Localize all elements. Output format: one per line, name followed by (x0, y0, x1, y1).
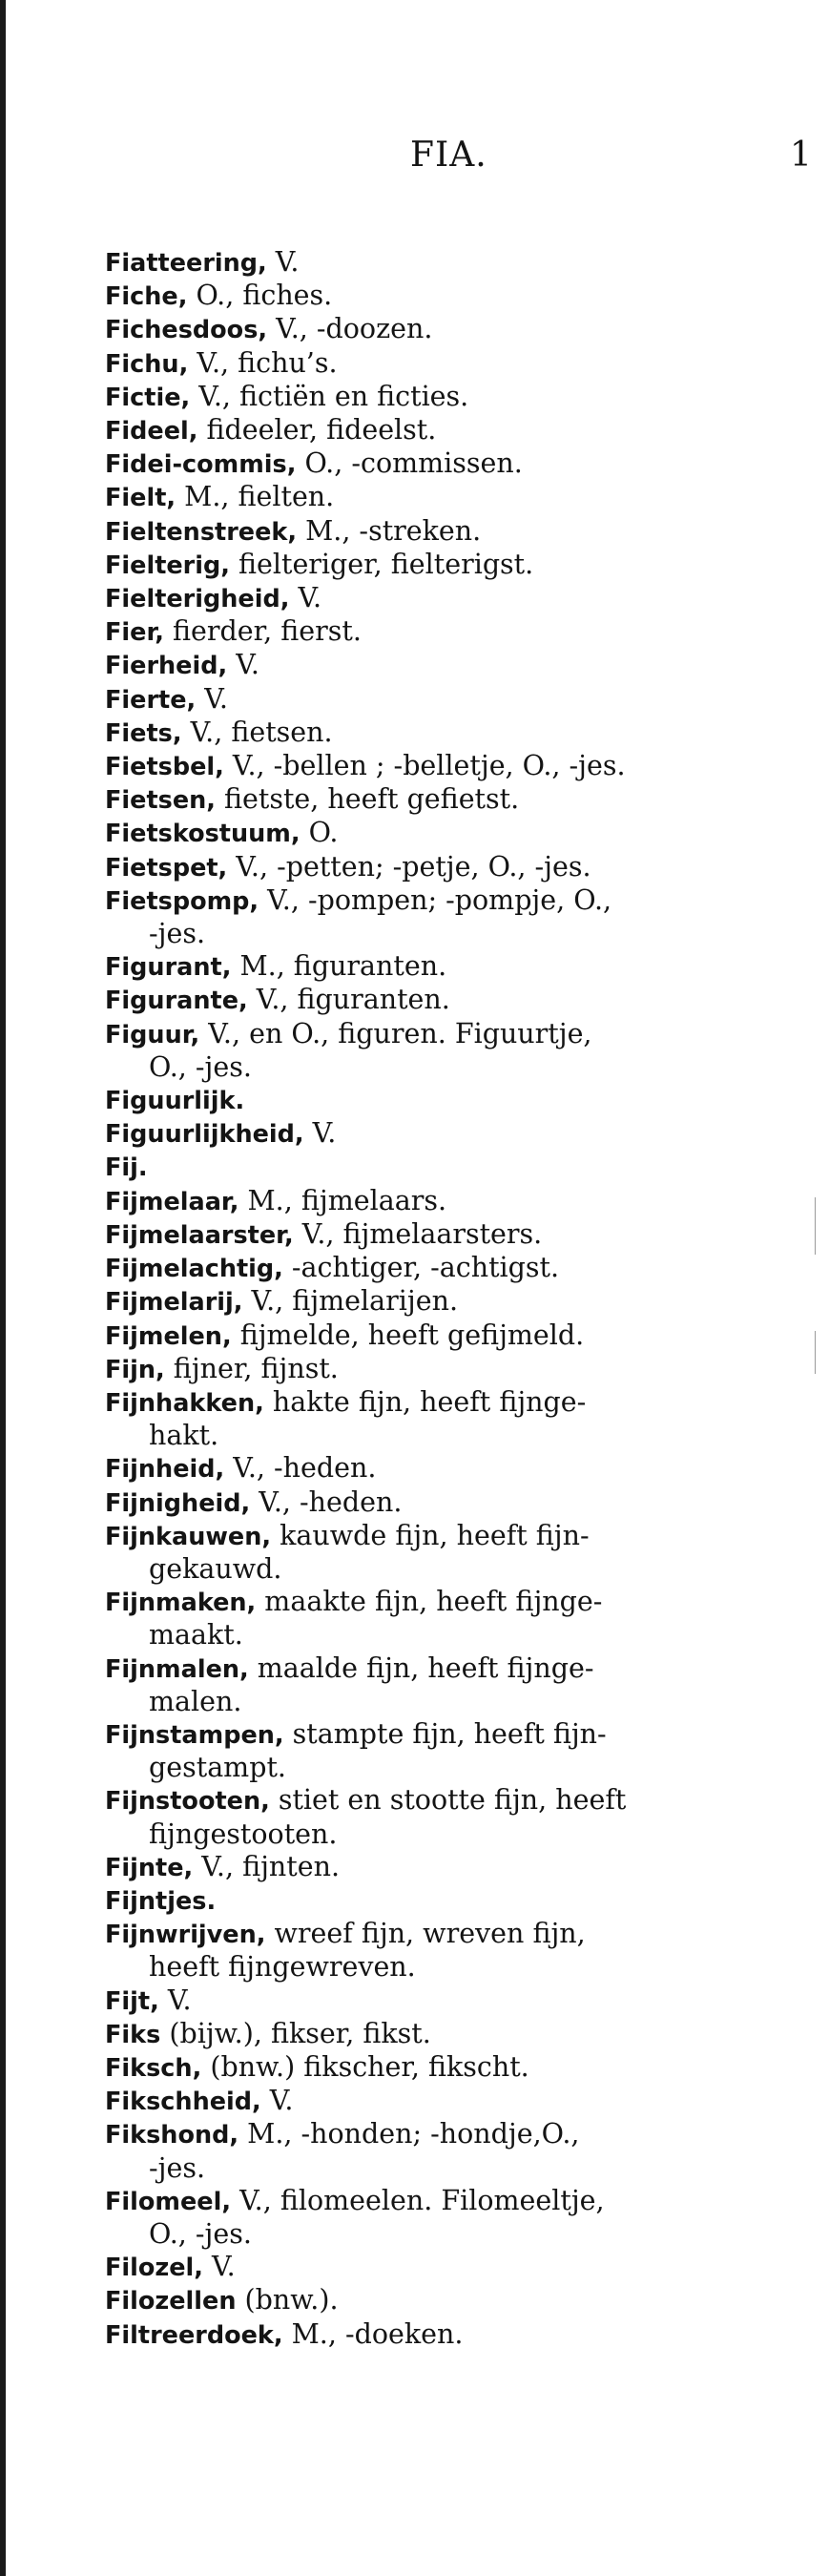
entry-headword: Filozellen (105, 2287, 237, 2316)
entry-definition: V. (303, 1117, 337, 1150)
dictionary-entry (105, 2085, 792, 2118)
entry-definition: V., -heden. (224, 1452, 377, 1485)
entry-definition: maakte fijn, heeft fijnge- (256, 1586, 603, 1618)
entry-definition: V., filomeelen. Filomeeltje, (231, 2184, 605, 2216)
entry-definition: V., fijmelarijen. (242, 1285, 459, 1318)
dictionary-entry (105, 1018, 792, 1084)
entry-definition: stiet en stootte fijn, heeft (269, 1784, 627, 1817)
entry-definition: V., -doozen. (267, 313, 433, 345)
entry-definition: fierder, fierst. (163, 615, 362, 648)
entry-headword: Fijnstooten, (105, 1787, 270, 1817)
dictionary-entry (105, 750, 792, 783)
entry-definition: M., -honden; -hondje,O., (238, 2118, 580, 2150)
entry-continuation: malen. (149, 1685, 242, 1717)
dictionary-entry (105, 817, 792, 850)
entry-definition: maalde fijn, heeft fijnge- (248, 1652, 594, 1684)
entry-definition: O., fiches. (187, 280, 333, 312)
dictionary-entry (105, 950, 792, 984)
entry-definition: V., en O., figuren. Figuurtje, (199, 1017, 592, 1049)
entry-definition: fijmelde, heeft gefijmeld. (231, 1319, 585, 1351)
entry-headword: Fijmelachtig, (105, 1255, 283, 1284)
dictionary-entry (105, 1486, 792, 1520)
entry-headword: Fietsen, (105, 786, 216, 816)
entry-definition: V. (202, 2251, 236, 2283)
entry-headword: Fierheid, (105, 652, 228, 681)
dictionary-entry (105, 1718, 792, 1784)
entry-definition: hakte fijn, heeft fijnge- (263, 1385, 587, 1418)
dictionary-entry (105, 313, 792, 346)
entry-headword: Fijntjes. (105, 1886, 217, 1916)
dictionary-entry (105, 549, 792, 582)
entry-definition: V. (260, 2085, 294, 2117)
entry-continuation: -jes. (149, 918, 206, 950)
entry-definition: M., -streken. (297, 514, 482, 547)
entry-headword: Figurante, (105, 987, 248, 1016)
entry-headword: Fichu, (105, 349, 189, 379)
entry-headword: Fierte, (105, 685, 197, 715)
entry-definition: V., -heden. (250, 1485, 403, 1518)
entry-headword: Fiks (105, 2020, 161, 2049)
entry-definition: V., fictiën en ficties. (190, 380, 469, 412)
entry-headword: Fikschheid, (105, 2088, 261, 2117)
dictionary-entry (105, 2051, 792, 2085)
entry-continuation: O., -jes. (149, 1050, 252, 1083)
dictionary-entry (105, 2284, 792, 2317)
entry-definition: kauwde fijn, heeft fijn- (271, 1519, 590, 1551)
dictionary-entries (105, 246, 792, 2352)
entry-headword: Fietspomp, (105, 886, 259, 916)
entry-definition: V. (196, 682, 228, 715)
entry-headword: Fiets, (105, 718, 182, 748)
dictionary-entry (105, 851, 792, 884)
dictionary-entry (105, 481, 792, 514)
page-number: 1 (790, 135, 812, 175)
entry-headword: Fikshond, (105, 2121, 239, 2150)
entry-headword: Fietspet, (105, 853, 228, 883)
dictionary-entry (105, 2018, 792, 2051)
entry-definition: V., figuranten. (247, 984, 450, 1016)
entry-headword: Fieltenstreek, (105, 517, 298, 547)
dictionary-entry (105, 1884, 792, 1918)
entry-definition: M., fielten. (176, 481, 335, 513)
dictionary-entry (105, 582, 792, 615)
entry-definition: V. (158, 1984, 192, 2016)
entry-definition: wreef fijn, wreven fijn, (265, 1918, 586, 1950)
dictionary-entry (105, 447, 792, 481)
entry-definition: (bijw.), fikser, fikst. (160, 2017, 431, 2049)
dictionary-entry (105, 381, 792, 414)
entry-definition: V., fichu’s. (188, 346, 338, 379)
entry-definition: V. (289, 582, 322, 614)
entry-headword: Fichesdoos, (105, 316, 268, 345)
dictionary-entry (105, 515, 792, 549)
entry-definition: V. (227, 649, 259, 681)
dictionary-entry (105, 649, 792, 682)
entry-continuation: hakt. (149, 1420, 219, 1452)
dictionary-entry (105, 1084, 792, 1117)
entry-headword: Figuurlijk. (105, 1087, 245, 1116)
entry-headword: Fietskostuum, (105, 820, 301, 849)
entry-definition: V., fijmelaarsters. (293, 1217, 543, 1250)
entry-definition: O. (300, 817, 339, 849)
entry-definition: V. (266, 246, 300, 278)
entry-headword: Fijt, (105, 1986, 159, 2016)
entry-headword: Fiche, (105, 282, 188, 312)
entry-headword: Figuur, (105, 1020, 200, 1049)
entry-headword: Fielterig, (105, 551, 230, 580)
dictionary-entry (105, 1520, 792, 1586)
entry-definition: fijner, fijnst. (164, 1352, 339, 1384)
right-margin-mark (815, 1331, 816, 1374)
entry-headword: Fijmelen, (105, 1321, 232, 1351)
entry-headword: Fijnte, (105, 1853, 194, 1882)
dictionary-entry (105, 1319, 792, 1353)
dictionary-entry (105, 1452, 792, 1485)
entry-headword: Fijn, (105, 1355, 165, 1384)
entry-definition: stampte fijn, heeft fijn- (283, 1717, 607, 1750)
dictionary-entry (105, 1784, 792, 1850)
entry-headword: Fijnheid, (105, 1455, 225, 1485)
entry-headword: Fijnkauwen, (105, 1522, 272, 1551)
entry-definition: V., -pompen; -pompje, O., (259, 883, 612, 916)
entry-headword: Fijnstampen, (105, 1720, 284, 1750)
dictionary-entry (105, 984, 792, 1017)
entry-definition: fideeler, fideelst. (197, 414, 437, 447)
entry-definition: V., fijnten. (193, 1850, 341, 1882)
entry-continuation: -jes. (149, 2151, 206, 2184)
dictionary-entry (105, 1984, 792, 2018)
dictionary-entry (105, 347, 792, 381)
dictionary-entry (105, 1652, 792, 1718)
dictionary-entry (105, 615, 792, 649)
entry-definition: V., -bellen ; -belletje, O., -jes. (223, 750, 626, 782)
dictionary-entry (105, 1386, 792, 1452)
entry-headword: Fijnmalen, (105, 1654, 249, 1684)
entry-headword: Fielterigheid, (105, 585, 290, 614)
entry-definition: V., fietsen. (181, 716, 333, 748)
entry-definition: O., -commissen. (296, 447, 523, 480)
entry-headword: Fijmelarij, (105, 1288, 243, 1318)
entry-definition: M., fijmelaars. (238, 1184, 447, 1216)
entry-definition: V., -petten; -petje, O., -jes. (227, 850, 591, 883)
entry-continuation: heeft fijngewreven. (149, 1951, 416, 1984)
entry-continuation: gestampt. (149, 1752, 286, 1784)
entry-headword: Filozel, (105, 2254, 203, 2283)
dictionary-entry (105, 1218, 792, 1252)
dictionary-entry (105, 1252, 792, 1285)
entry-definition: M., figuranten. (231, 950, 447, 983)
entry-headword: Fier, (105, 618, 164, 648)
running-head: FIA. (410, 135, 487, 175)
dictionary-entry (105, 884, 792, 950)
entry-headword: Fidei-commis, (105, 450, 297, 480)
entry-definition: fielteriger, fielterigst. (229, 548, 534, 580)
dictionary-entry (105, 246, 792, 280)
entry-headword: Fijnwrijven, (105, 1921, 266, 1950)
entry-continuation: O., -jes. (149, 2217, 252, 2250)
entry-headword: Fiksch, (105, 2053, 202, 2083)
entry-headword: Fietsbel, (105, 753, 224, 782)
entry-definition: (bnw.). (236, 2284, 339, 2316)
dictionary-entry (105, 1353, 792, 1386)
dictionary-entry (105, 1586, 792, 1652)
entry-headword: Fijnhakken, (105, 1388, 264, 1418)
entry-headword: Figuurlijkheid, (105, 1120, 304, 1150)
dictionary-entry (105, 2185, 792, 2251)
dictionary-entry (105, 1851, 792, 1884)
entry-headword: Fictie, (105, 383, 191, 412)
entry-headword: Filomeel, (105, 2187, 232, 2216)
entry-definition: (bnw.) fikscher, fikscht. (201, 2050, 529, 2083)
dictionary-entry (105, 783, 792, 817)
entry-headword: Fideel, (105, 417, 198, 447)
entry-headword: Fielt, (105, 484, 176, 513)
dictionary-entry (105, 1918, 792, 1984)
dictionary-entry (105, 1185, 792, 1218)
dictionary-entry (105, 1285, 792, 1319)
entry-continuation: fijngestooten. (149, 1818, 338, 1850)
entry-headword: Figurant, (105, 953, 232, 983)
entry-definition: M., -doeken. (282, 2317, 464, 2350)
entry-headword: Fijmelaarster, (105, 1220, 294, 1250)
dictionary-entry (105, 717, 792, 750)
dictionary-entry (105, 2118, 792, 2184)
entry-definition: fietste, heeft gefietst. (215, 783, 520, 816)
dictionary-entry (105, 2318, 792, 2352)
entry-headword: Filtreerdoek, (105, 2320, 283, 2350)
dictionary-entry (105, 2251, 792, 2284)
entry-headword: Fiatteering, (105, 249, 267, 278)
dictionary-entry (105, 1151, 792, 1184)
entry-headword: Fijnigheid, (105, 1488, 251, 1518)
entry-headword: Fij. (105, 1153, 148, 1183)
dictionary-entry (105, 414, 792, 447)
dictionary-entry (105, 683, 792, 717)
entry-headword: Fijmelaar, (105, 1187, 239, 1216)
entry-continuation: maakt. (149, 1619, 243, 1652)
dictionary-entry (105, 280, 792, 313)
left-margin-rule (0, 0, 6, 2576)
right-margin-mark (815, 1197, 816, 1255)
entry-headword: Fijnmaken, (105, 1589, 257, 1618)
entry-continuation: gekauwd. (149, 1552, 282, 1585)
entry-definition: -achtiger, -achtigst. (282, 1252, 560, 1284)
dictionary-entry (105, 1117, 792, 1151)
